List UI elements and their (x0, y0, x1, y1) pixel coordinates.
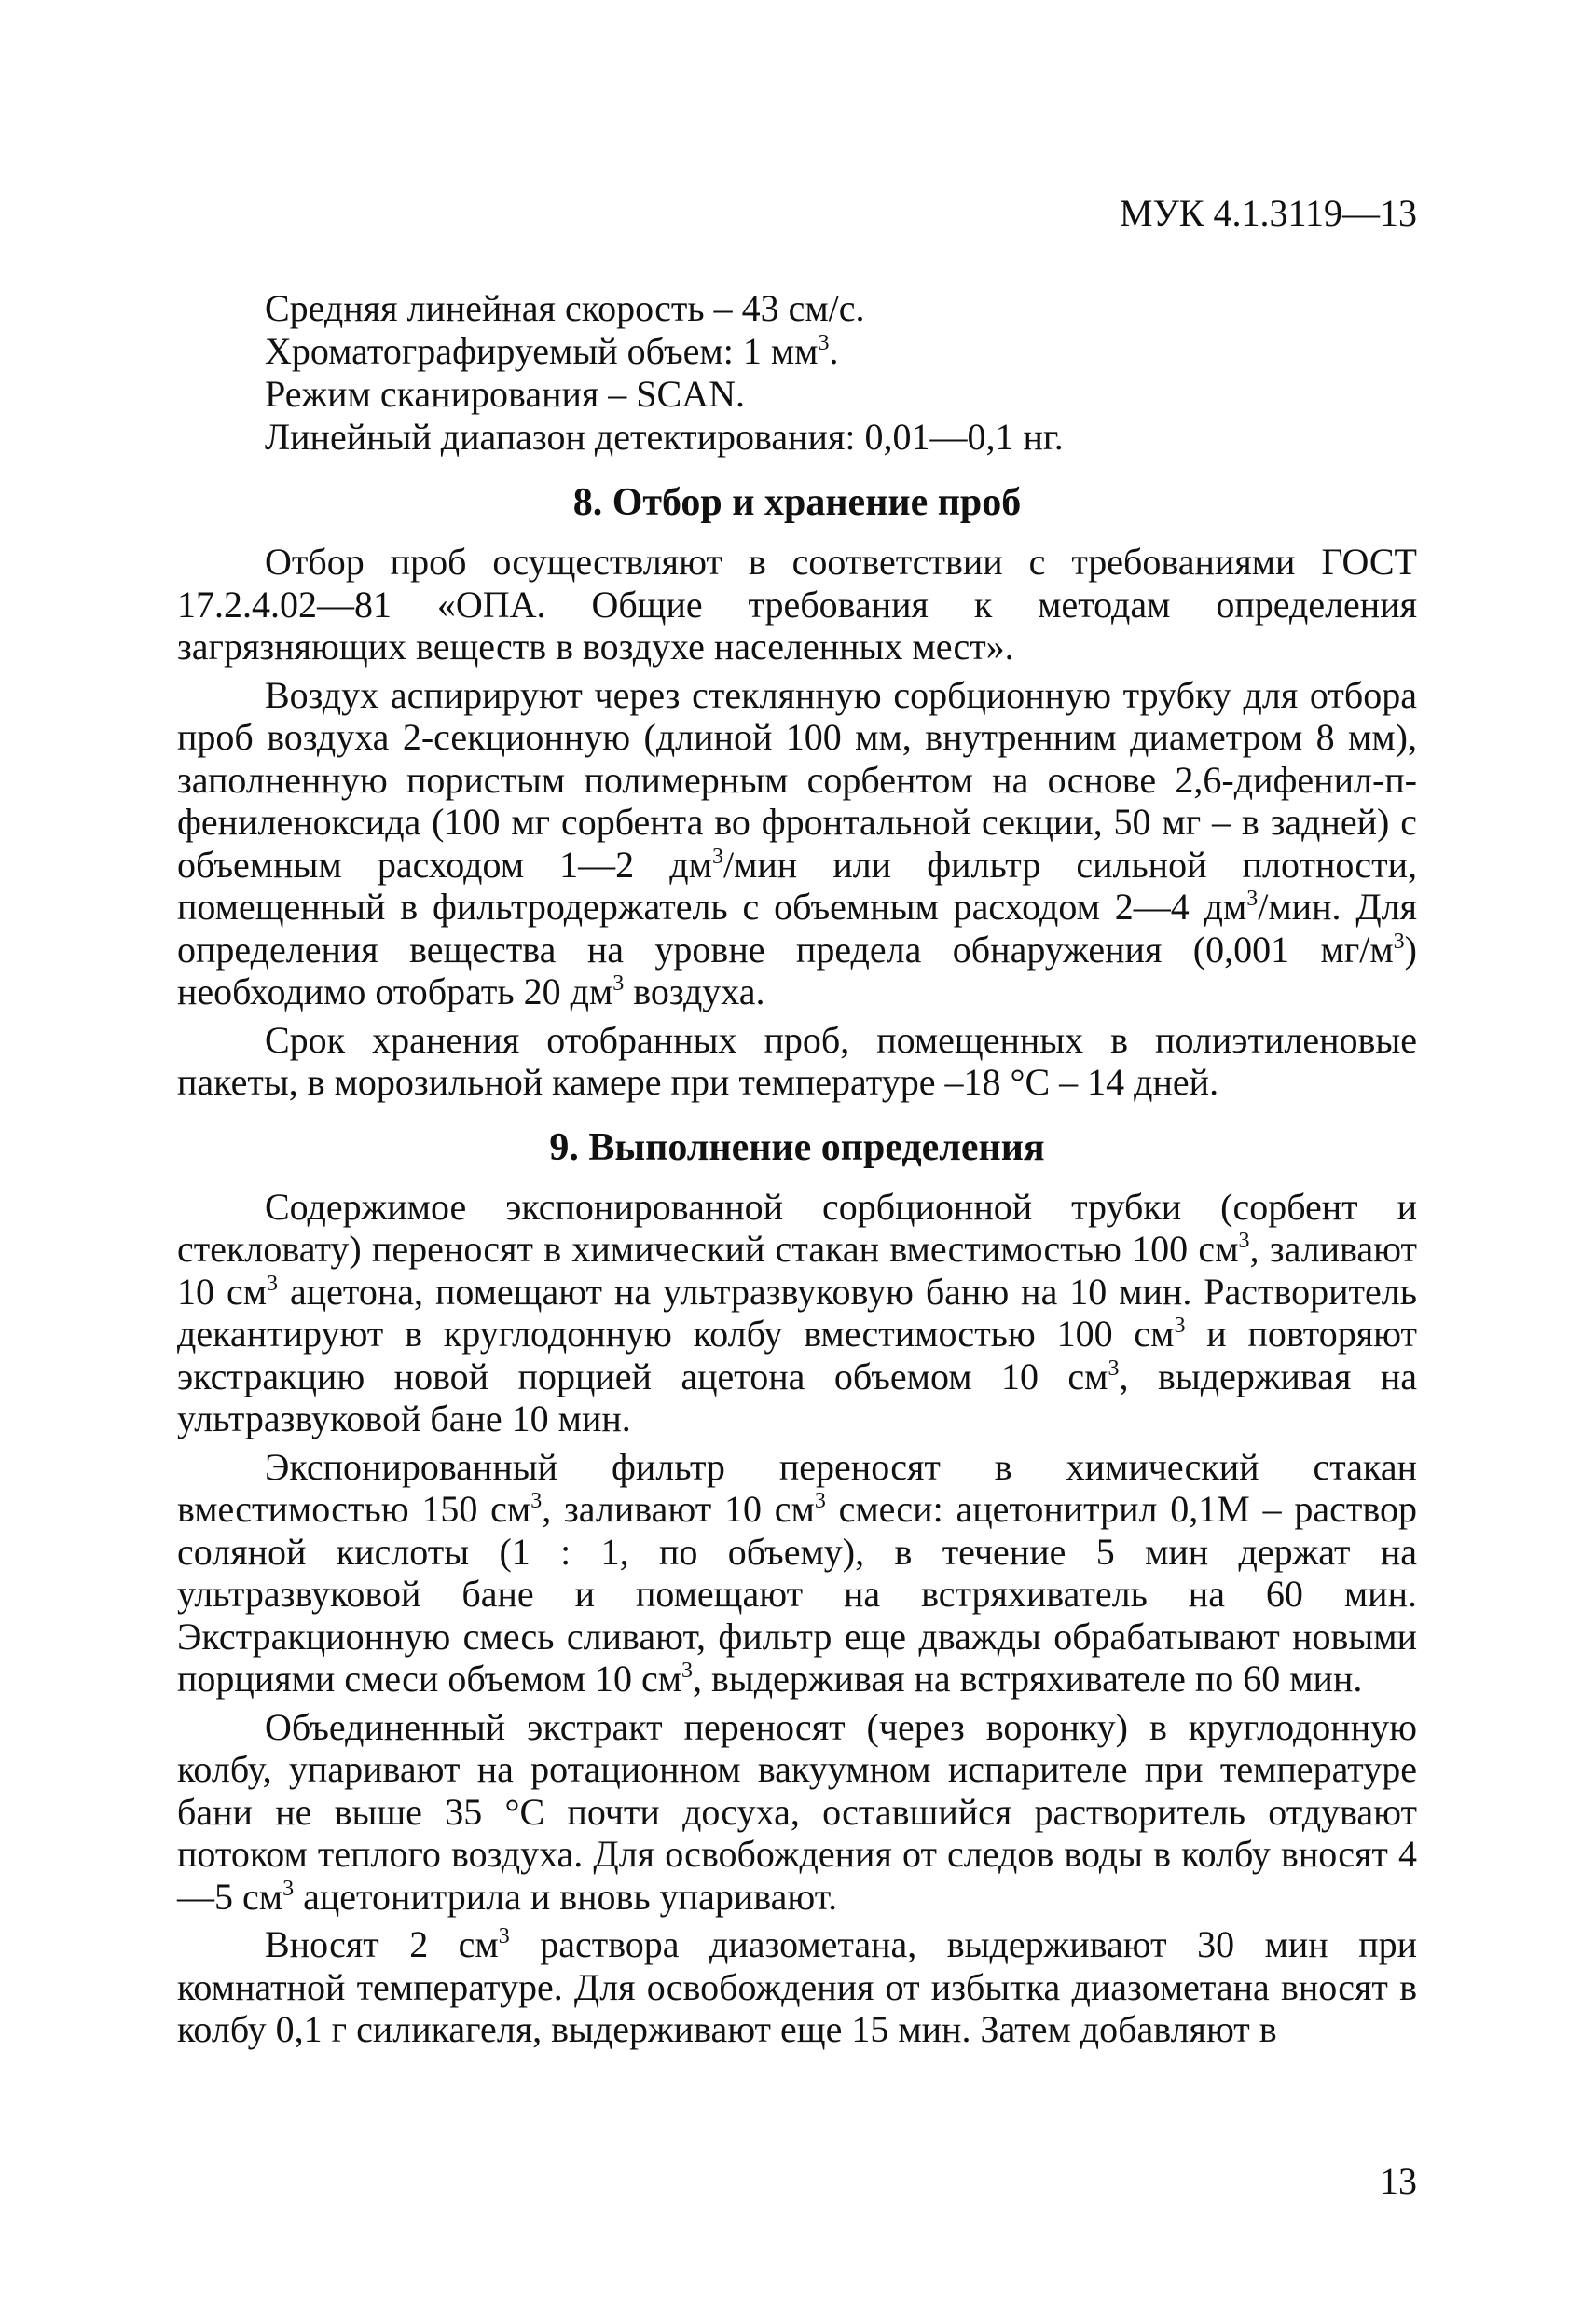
param-scan-mode: Режим сканирования – SCAN. (265, 373, 745, 415)
page-body (177, 191, 1417, 2057)
param-injection-volume: Хроматографируемый объем: 1 $мм^3$. (265, 330, 839, 372)
document-code-header: МУК 4.1.3119—13 (1119, 192, 1417, 234)
param-linear-velocity: Средняя линейная скорость – 43 см/с. (265, 287, 865, 329)
section-8-paragraph-2: Воздух аспирируют через стеклянную сорбционную трубку для отбора проб воздуха 2-секционную (длиной 100 мм, внутренним диаметром 8 мм), заполненную пористым полимерным сорбентом на основе 2,6-дифенил-п-фениленоксида (100 мг сорбента во фронтальной секции, 50 мг – в задней) с объемным расходом 1—2 $дм^3$/мин или фильтр сильной плотности, помещенный в фильтродержатель с объемным расходом 2—4 $дм^3$/мин. Для определения вещества на уровне предела обнаружения (0,001 $мг/м^3$) необходимо отобрать 20 $дм^3$ воздуха. (177, 673, 1417, 1012)
instrument-parameters (265, 287, 1417, 459)
section-9-paragraph-4: Вносят 2 $см^3$ раствора диазометана, выдерживают 30 мин при комнатной температуре. Для освобождения от избытка диазометана вносят в колбу 0,1 г силикагеля, выдерживают еще 15 мин. Затем добавляют в (177, 1923, 1417, 2050)
param-linear-range: Линейный диапазон детектирования: 0,01—0,1 нг. (265, 416, 1064, 458)
section-9-paragraph-1: Содержимое экспонированной сорбционной трубки (сорбент и стекловату) переносят в химический стакан вместимостью 100 $см^3$, заливают 10 $см^3$ ацетона, помещают на ультразвуковую баню на 10 мин. Растворитель декантируют в круглодонную колбу вместимостью 100 $см^3$ и повторяют экстракцию новой порцией ацетона объемом 10 $см^3$, выдерживая на ультразвуковой бане 10 мин. (177, 1185, 1417, 1439)
section-9-title: 9. Выполнение определения (549, 1125, 1045, 1169)
section-8-title: 8. Отбор и хранение проб (572, 481, 1022, 524)
page-number: 13 (1380, 2160, 1417, 2202)
section-8-paragraph-1: Отбор проб осуществляют в соответствии с требованиями ГОСТ 17.2.4.02—81 «ОПА. Общие требования к методам определения загрязняющих веществ в воздухе населенных мест». (177, 541, 1417, 668)
section-9-paragraph-3: Объединенный экстракт переносят (через воронку) в круглодонную колбу, упаривают на ротационном вакуумном испарителе при температуре бани не выше 35 °С почти досуха, оставшийся растворитель отдувают потоком теплого воздуха. Для освобождения от следов воды в колбу вносят 4—5 $см^3$ ацетонитрила и вновь упаривают. (177, 1705, 1417, 1918)
section-9-paragraph-2: Экспонированный фильтр переносят в химический стакан вместимостью 150 $см^3$, заливают 10 $см^3$ смеси: ацетонитрил 0,1М – раствор соляной кислоты (1 : 1, по объему), в течение 5 мин держат на ультразвуковой бане и помещают на встряхиватель на 60 мин. Экстракционную смесь сливают, фильтр еще дважды обрабатывают новыми порциями смеси объемом 10 $см^3$, выдерживая на встряхивателе по 60 мин. (177, 1445, 1417, 1700)
section-8-paragraph-3: Срок хранения отобранных проб, помещенных в полиэтиленовые пакеты, в морозильной камере при температуре –18 °С – 14 дней. (177, 1018, 1417, 1103)
